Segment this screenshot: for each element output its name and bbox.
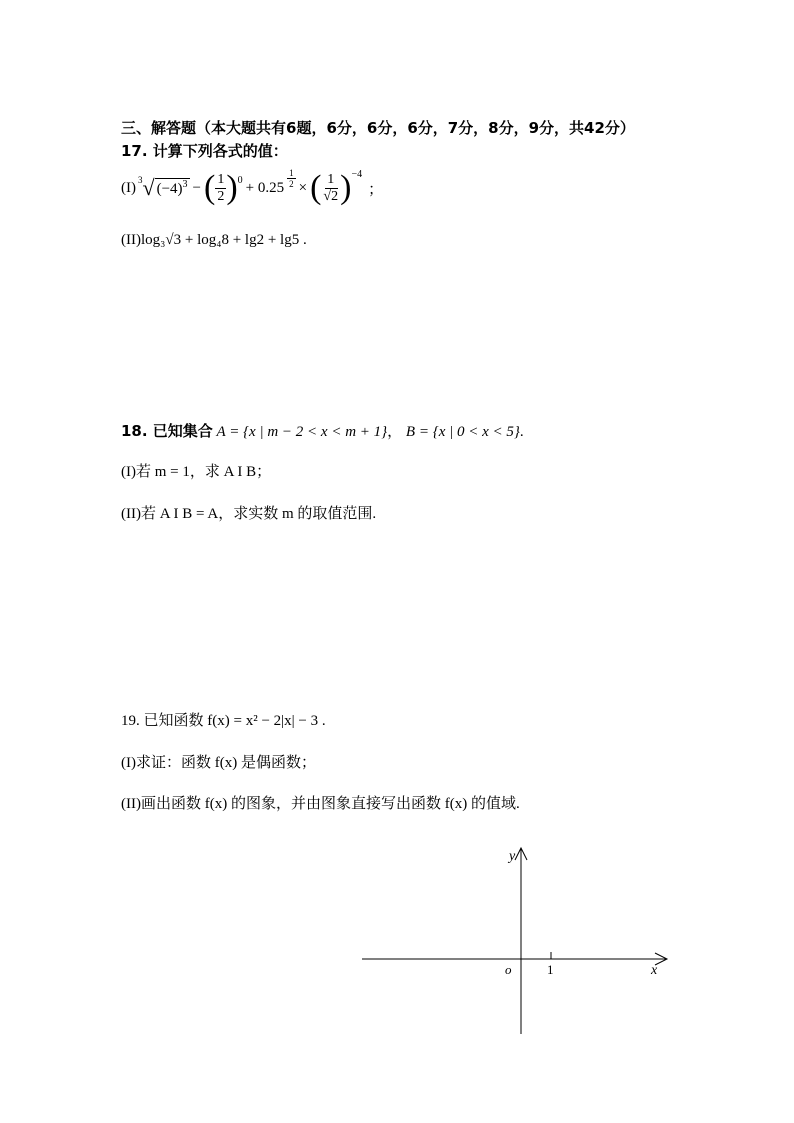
coordinate-axes <box>355 840 685 1040</box>
q18-set-b: B = {x | 0 < x < 5} <box>405 424 520 440</box>
q18-set-a: A = {x | m − 2 < x < m + 1} <box>216 424 388 440</box>
q18-line: 18. 已知集合 A = {x | m − 2 < x < m + 1}， B = {x | 0 < x < 5}. <box>121 422 524 440</box>
tick-label-1: 1 <box>547 962 554 977</box>
q17-part1-label: (I) <box>121 179 136 196</box>
y-axis-label: y <box>509 849 516 864</box>
origin-label: o <box>505 962 512 977</box>
q18-part2: (II)若 A I B = A，求实数 m 的取值范围. <box>121 506 377 522</box>
q17-part2 <box>121 232 307 249</box>
q17-title: 17. 计算下列各式的值： <box>121 142 288 160</box>
q17-part1-end: ； <box>368 181 384 198</box>
q17-part2-label: (II) <box>121 232 141 248</box>
x-axis-label: x <box>651 963 658 978</box>
q17-part1: (I) 3 √ $(-4)^3$ − ( $\frac{1}{2}$ ) 0 + 0.25 $\frac{1}{2}$ × ( $\frac{1}{√2}$ ) −4 ； <box>121 167 384 206</box>
q18-title: 18. 已知集合 <box>121 422 213 440</box>
q19-part2: (II)画出函数 f(x) 的图象，并由图象直接写出函数 f(x) 的值域. <box>121 796 520 812</box>
q19-part1: (I)求证：函数 f(x) 是偶函数； <box>121 755 316 771</box>
q17-part2-expr: log₃√3 + log₄8 + lg2 + lg5 . <box>140 232 307 248</box>
section-header: 三、解答题（本大题共有6题，6分，6分，6分，7分，8分，9分，共42分） <box>121 119 635 137</box>
q19-title: 19. 已知函数 f(x) = x² − 2|x| − 3 . <box>121 713 326 729</box>
q18-part1: (I)若 m = 1，求 A I B； <box>121 464 272 480</box>
